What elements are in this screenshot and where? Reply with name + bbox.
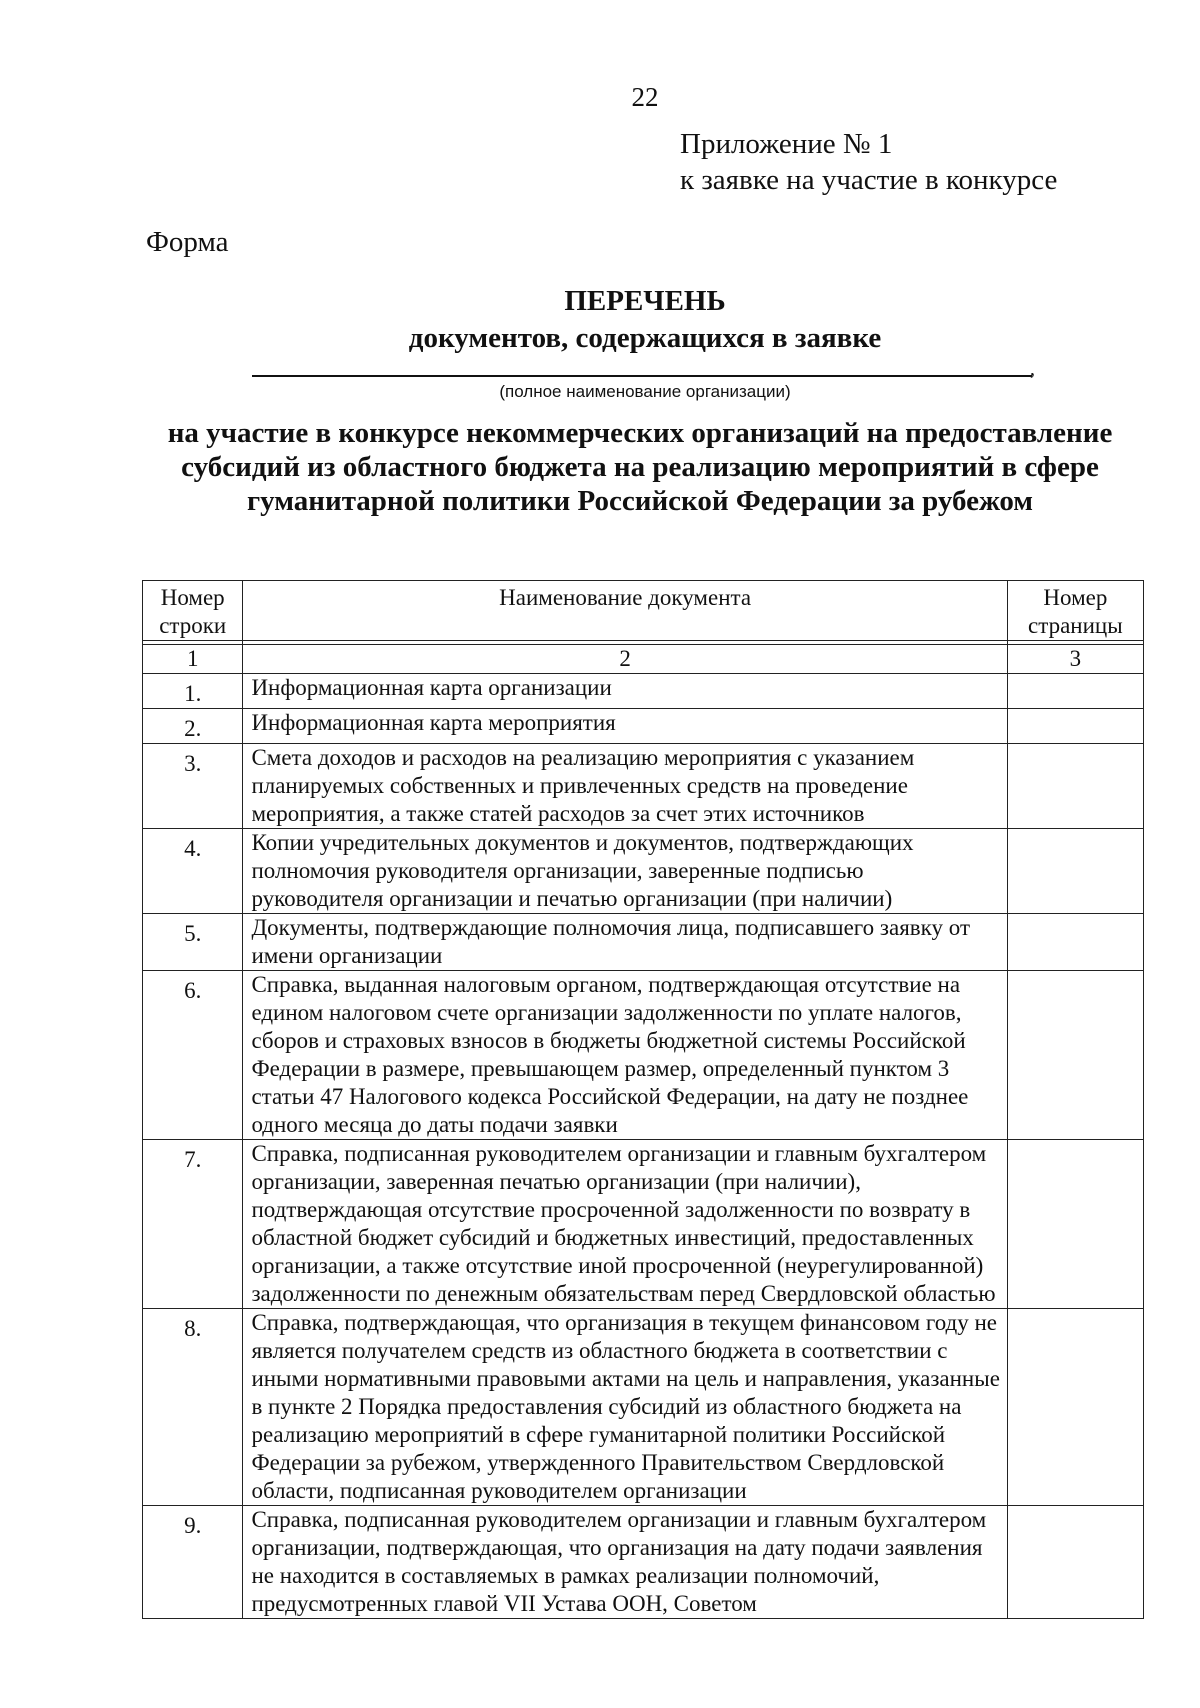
row-number: 1. bbox=[143, 674, 243, 709]
document-subtitle: документов, содержащихся в заявке bbox=[408, 322, 882, 354]
document-name: Смета доходов и расходов на реализацию мероприятия с указанием планируемых собственных и привлеченных средств на проведение мероприятия, а также статей расходов за счет этих источников bbox=[243, 744, 1007, 829]
page-number-cell[interactable] bbox=[1007, 674, 1143, 709]
page-number-cell[interactable] bbox=[1007, 829, 1143, 914]
row-number: 3. bbox=[143, 744, 243, 829]
document-name: Копии учредительных документов и документов, подтверждающих полномочия руководителя организации, заверенные подписью руководителя организации и печатью организации (при наличии) bbox=[243, 829, 1007, 914]
table-header-row bbox=[143, 581, 1144, 641]
header-page-number: Номер страницы bbox=[1007, 581, 1143, 641]
page-number-cell[interactable] bbox=[1007, 1140, 1143, 1309]
header-document-name: Наименование документа bbox=[243, 581, 1007, 641]
page-number-cell[interactable] bbox=[1007, 744, 1143, 829]
document-name: Справка, выданная налоговым органом, подтверждающая отсутствие на едином налоговом счете организации задолженности по уплате налогов, сборов и страховых взносов в бюджеты бюджетной системы Российской Федерации в размере, превышающем размер, определенный пунктом 3 статьи 47 Налогового кодекса Российской Федерации, на дату не позднее одного месяца до даты подачи заявки bbox=[243, 971, 1007, 1140]
column-index-2: 2 bbox=[243, 645, 1007, 674]
document-name: Документы, подтверждающие полномочия лица, подписавшего заявку от имени организации bbox=[243, 914, 1007, 971]
page-number-cell[interactable] bbox=[1007, 709, 1143, 744]
document-title: ПЕРЕЧЕНЬ bbox=[564, 285, 726, 317]
organization-name-caption: (полное наименование организации) bbox=[499, 382, 791, 401]
row-number: 9. bbox=[143, 1506, 243, 1619]
table-row bbox=[143, 1309, 1144, 1506]
document-name: Справка, подписанная руководителем организации и главным бухгалтером организации, подтверждающая, что организация на дату подачи заявления не находится в составляемых в рамках реализации полномочий, предусмотренных главой VII Устава ООН, Советом bbox=[243, 1506, 1007, 1619]
column-index-row bbox=[143, 645, 1144, 674]
table-row bbox=[143, 674, 1144, 709]
contest-heading-line-1: на участие в конкурсе некоммерческих организаций на предоставление bbox=[167, 417, 1113, 449]
table-row bbox=[143, 1140, 1144, 1309]
appendix-line-2: к заявке на участие в конкурсе bbox=[680, 164, 1058, 196]
table-row bbox=[143, 744, 1144, 829]
table-row bbox=[143, 971, 1144, 1140]
row-number: 6. bbox=[143, 971, 243, 1140]
organization-name-line bbox=[252, 375, 1032, 377]
header-row-number: Номер строки bbox=[143, 581, 243, 641]
table-row bbox=[143, 829, 1144, 914]
document-name: Информационная карта мероприятия bbox=[243, 709, 1007, 744]
column-index-3: 3 bbox=[1007, 645, 1143, 674]
document-name: Справка, подтверждающая, что организация в текущем финансовом году не является получателем средств из областного бюджета в соответствии с иными нормативными правовыми актами на цель и направления, указанные в пункте 2 Порядка предоставления субсидий из областного бюджета на реализацию мероприятий в сфере гуманитарной политики Российской Федерации за рубежом, утвержденного Правительством Свердловской области, подписанная руководителем организации bbox=[243, 1309, 1007, 1506]
row-number: 4. bbox=[143, 829, 243, 914]
row-number: 2. bbox=[143, 709, 243, 744]
table-row bbox=[143, 914, 1144, 971]
row-number: 8. bbox=[143, 1309, 243, 1506]
appendix-reference bbox=[680, 126, 1057, 198]
row-number: 5. bbox=[143, 914, 243, 971]
contest-heading bbox=[150, 416, 1130, 518]
page-number: 22 bbox=[631, 82, 659, 112]
contest-heading-line-2: субсидий из областного бюджета на реализацию мероприятий в сфере bbox=[181, 451, 1099, 483]
documents-table bbox=[142, 580, 1144, 1619]
organization-line-comma: , bbox=[1030, 358, 1035, 380]
document-name: Информационная карта организации bbox=[243, 674, 1007, 709]
form-label: Форма bbox=[146, 226, 229, 258]
page-number-cell[interactable] bbox=[1007, 1309, 1143, 1506]
page-number-cell[interactable] bbox=[1007, 914, 1143, 971]
table-row bbox=[143, 1506, 1144, 1619]
column-index-1: 1 bbox=[143, 645, 243, 674]
row-number: 7. bbox=[143, 1140, 243, 1309]
page-number-cell[interactable] bbox=[1007, 1506, 1143, 1619]
appendix-line-1: Приложение № 1 bbox=[680, 128, 893, 160]
page-number-cell[interactable] bbox=[1007, 971, 1143, 1140]
table-row bbox=[143, 709, 1144, 744]
contest-heading-line-3: гуманитарной политики Российской Федерации за рубежом bbox=[246, 485, 1034, 517]
document-name: Справка, подписанная руководителем организации и главным бухгалтером организации, заверенная печатью организации (при наличии), подтверждающая отсутствие просроченной задолженности по возврату в областной бюджет субсидий и бюджетных инвестиций, предоставленных организации, а также отсутствие иной просроченной (неурегулированной) задолженности по денежным обязательствам перед Свердловской областью bbox=[243, 1140, 1007, 1309]
